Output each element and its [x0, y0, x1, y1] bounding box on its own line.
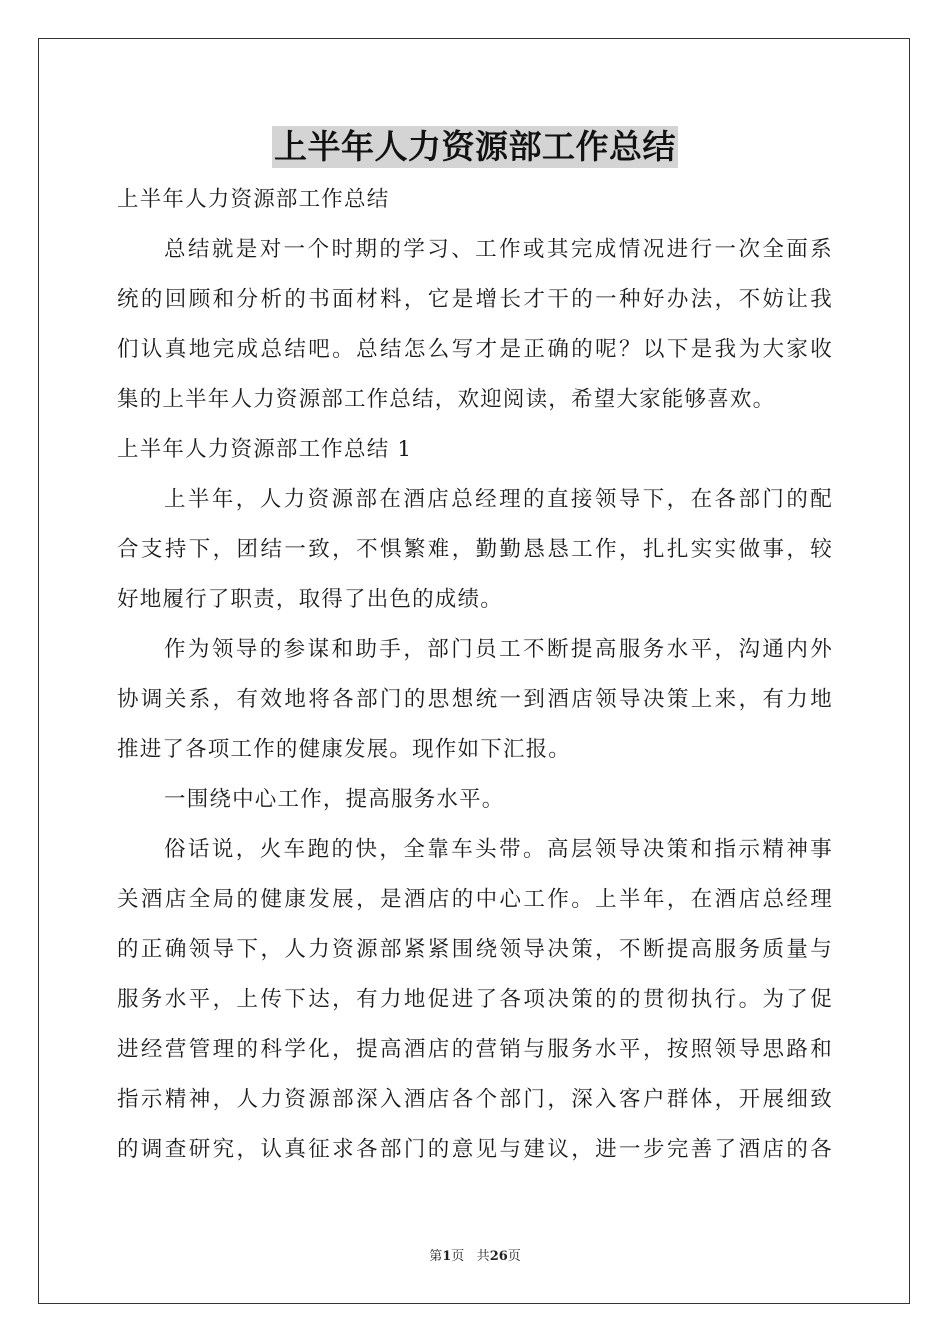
footer-page-label: 页 — [451, 1249, 465, 1264]
text-line: 合支持下，团结一致，不惧繁难，勤勤恳恳工作，扎扎实实做事，较 — [117, 537, 833, 562]
text-line: 们认真地完成总结吧。总结怎么写才是正确的呢？以下是我为大家收 — [117, 337, 833, 362]
text-line: 服务水平，上传下达，有力地促进了各项决策的的贯彻执行。为了促 — [117, 987, 833, 1012]
text-line: 关酒店全局的健康发展，是酒店的中心工作。上半年，在酒店总经理 — [117, 887, 833, 912]
text-line: 协调关系，有效地将各部门的思想统一到酒店领导决策上来，有力地 — [117, 687, 833, 712]
text-line: 上半年，人力资源部在酒店总经理的直接领导下，在各部门的配 — [164, 487, 833, 512]
text-line: 好地履行了职责，取得了出色的成绩。 — [117, 587, 503, 612]
text-line: 上半年人力资源部工作总结 1 — [117, 437, 413, 462]
text-line: 一围绕中心工作，提高服务水平。 — [164, 787, 505, 812]
document-title: 上半年人力资源部工作总结 — [274, 127, 676, 166]
text-line: 进经营管理的科学化，提高酒店的营销与服务水平，按照领导思路和 — [117, 1037, 833, 1062]
text-line: 的正确领导下，人力资源部紧紧围绕领导决策，不断提高服务质量与 — [117, 937, 833, 962]
page-footer — [0, 1245, 950, 1264]
text-line: 总结就是对一个时期的学习、工作或其完成情况进行一次全面系 — [164, 237, 833, 262]
text-line: 推进了各项工作的健康发展。现作如下汇报。 — [117, 737, 572, 762]
text-line: 俗话说，火车跑的快，全靠车头带。高层领导决策和指示精神事 — [164, 837, 833, 862]
current-page-number: 1 — [442, 1249, 452, 1264]
text-line: 指示精神，人力资源部深入酒店各个部门，深入客户群体，开展细致 — [117, 1087, 833, 1112]
total-page-count: 26 — [489, 1249, 508, 1264]
text-line: 集的上半年人力资源部工作总结，欢迎阅读，希望大家能够喜欢。 — [117, 387, 776, 412]
text-line: 上半年人力资源部工作总结 — [117, 187, 390, 212]
text-line: 的调查研究，认真征求各部门的意见与建议，进一步完善了酒店的各 — [117, 1137, 833, 1162]
text-line: 统的回顾和分析的书面材料，它是增长才干的一种好办法，不妨让我 — [117, 287, 833, 312]
text-line: 作为领导的参谋和助手，部门员工不断提高服务水平，沟通内外 — [164, 637, 833, 662]
footer-total-label: 页 — [507, 1249, 521, 1264]
footer-prefix: 第 — [429, 1249, 443, 1264]
footer-total-prefix: 共 — [476, 1249, 490, 1264]
document-body — [117, 175, 833, 1175]
title-wrap — [0, 126, 950, 168]
